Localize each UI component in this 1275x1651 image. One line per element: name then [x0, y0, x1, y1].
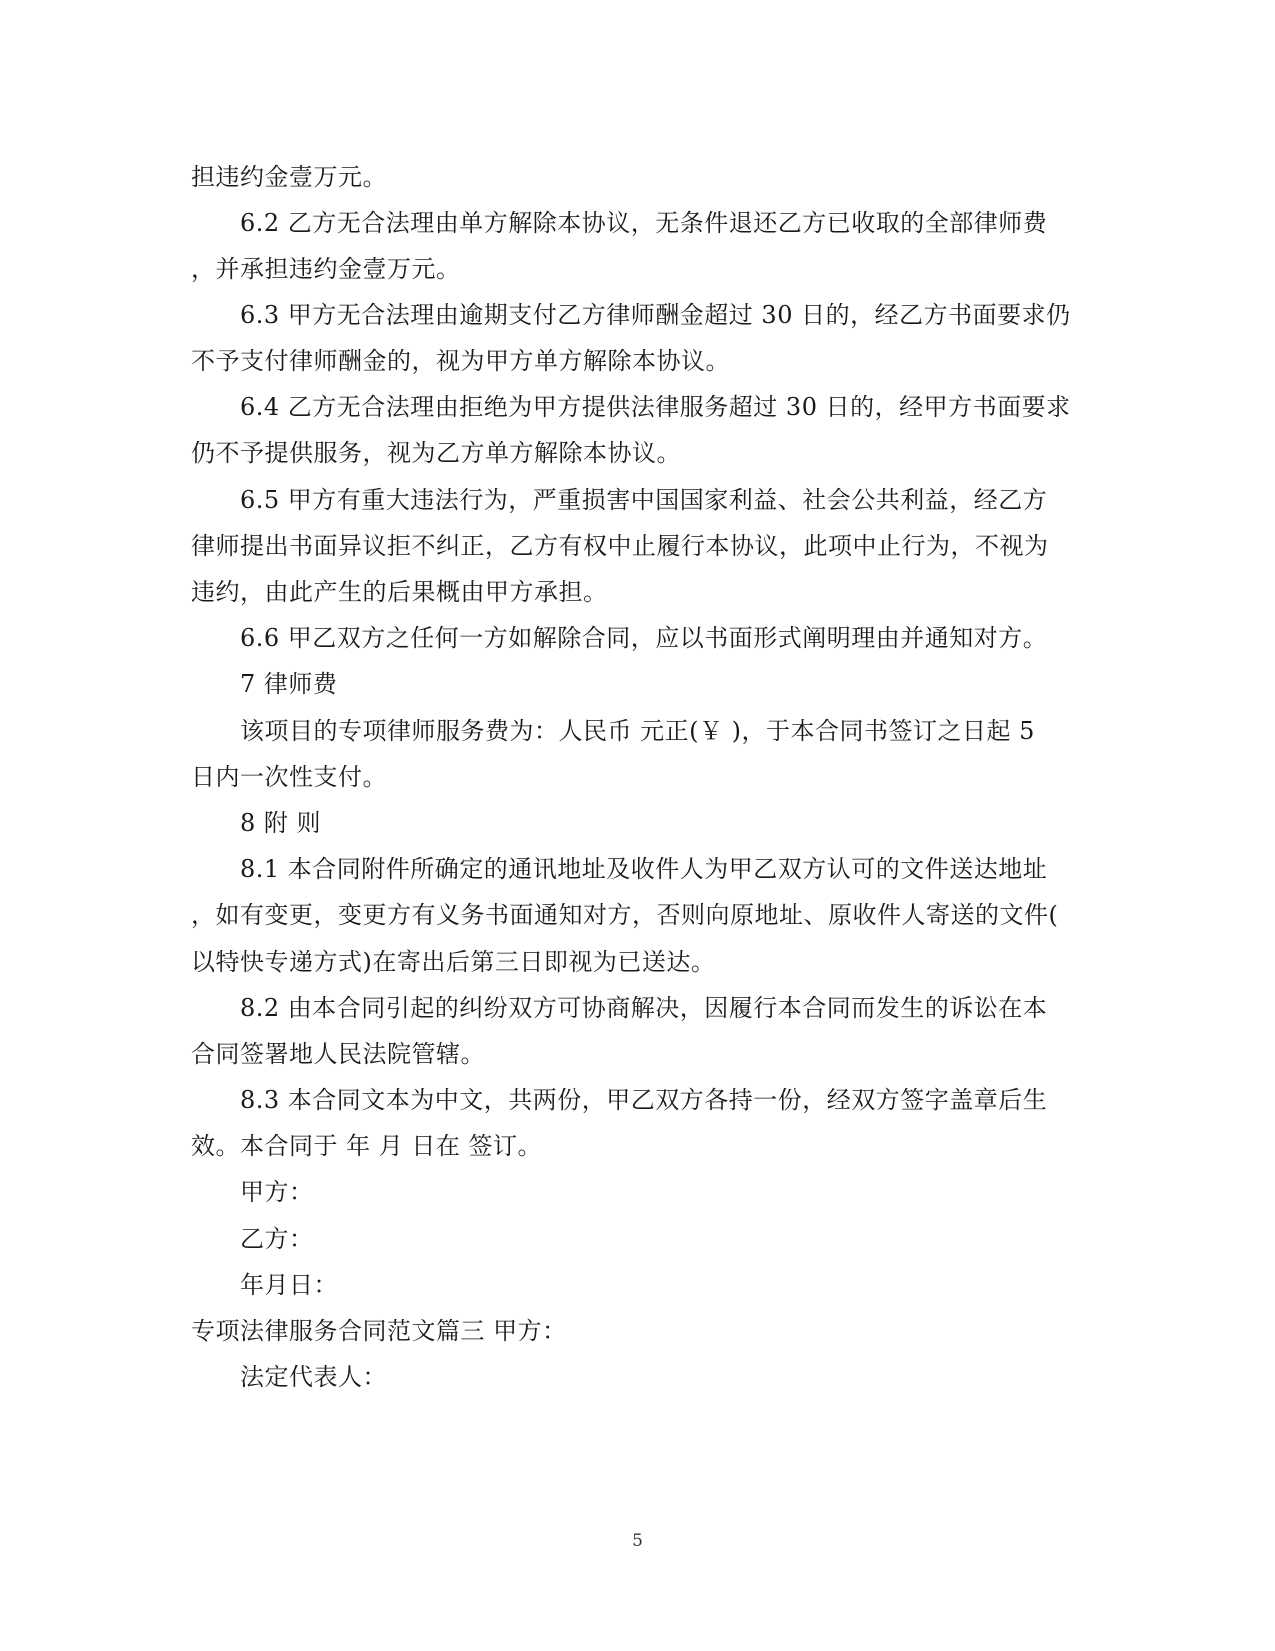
text-line: 合同签署地人民法院管辖。	[191, 1040, 485, 1068]
section-title-part-3: 专项法律服务合同范文篇三 甲方：	[191, 1317, 567, 1345]
clause-8-3: 8.3 本合同文本为中文，共两份，甲乙双方各持一份，经双方签字盖章后生	[240, 1086, 1048, 1114]
clause-6-5: 6.5 甲方有重大违法行为，严重损害中国国家利益、社会公共利益，经乙方	[240, 486, 1048, 514]
text-line: 违约，由此产生的后果概由甲方承担。	[191, 578, 608, 606]
page-number: 5	[632, 1531, 643, 1551]
party-a-signature: 甲方：	[240, 1178, 314, 1206]
text-line: 仍不予提供服务，视为乙方单方解除本协议。	[191, 439, 681, 467]
legal-representative: 法定代表人：	[240, 1363, 387, 1391]
section-heading-8: 8 附 则	[240, 809, 322, 837]
signature-date: 年月日：	[240, 1271, 338, 1299]
text-line: 律师提出书面异议拒不纠正，乙方有权中止履行本协议，此项中止行为，不视为	[191, 532, 1049, 560]
text-line: 不予支付律师酬金的，视为甲方单方解除本协议。	[191, 347, 730, 375]
text-line: ，如有变更，变更方有义务书面通知对方，否则向原地址、原收件人寄送的文件(	[191, 901, 1059, 929]
clause-6-6: 6.6 甲乙双方之任何一方如解除合同，应以书面形式阐明理由并通知对方。	[240, 624, 1048, 652]
text-line: 效。本合同于 年 月 日在 签订。	[191, 1132, 543, 1160]
fee-paragraph: 该项目的专项律师服务费为：人民币 元正(￥ )，于本合同书签订之日起 5	[240, 717, 1035, 745]
text-line: 以特快专递方式)在寄出后第三日即视为已送达。	[191, 948, 716, 976]
text-line: ，并承担违约金壹万元。	[191, 255, 461, 283]
clause-6-3: 6.3 甲方无合法理由逾期支付乙方律师酬金超过 30 日的，经乙方书面要求仍	[240, 301, 1071, 329]
party-b-signature: 乙方：	[240, 1225, 314, 1253]
clause-8-2: 8.2 由本合同引起的纠纷双方可协商解决，因履行本合同而发生的诉讼在本	[240, 994, 1048, 1022]
section-heading-7: 7 律师费	[240, 670, 338, 698]
clause-8-1: 8.1 本合同附件所确定的通讯地址及收件人为甲乙双方认可的文件送达地址	[240, 855, 1048, 883]
text-line: 担违约金壹万元。	[191, 163, 387, 191]
text-line: 日内一次性支付。	[191, 763, 387, 791]
clause-6-4: 6.4 乙方无合法理由拒绝为甲方提供法律服务超过 30 日的，经甲方书面要求	[240, 393, 1071, 421]
clause-6-2: 6.2 乙方无合法理由单方解除本协议，无条件退还乙方已收取的全部律师费	[240, 209, 1048, 237]
